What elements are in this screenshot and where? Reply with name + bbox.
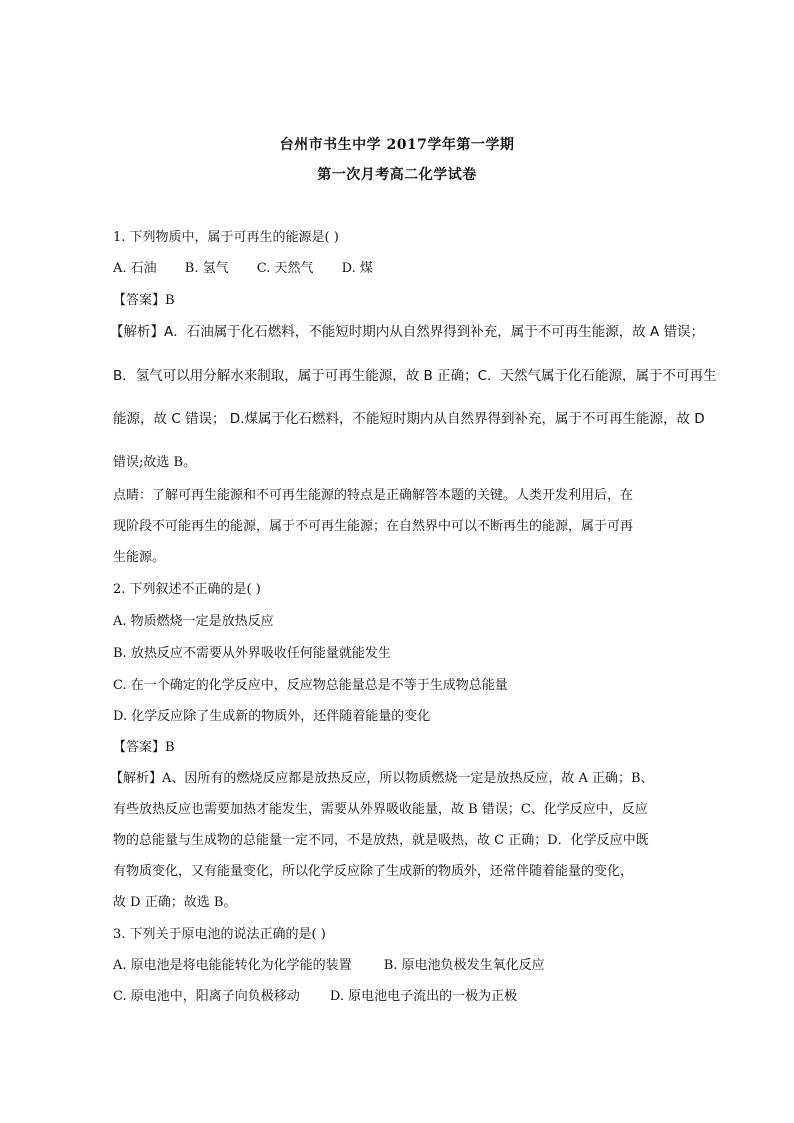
q3-options-row1 [113,957,545,975]
q1-comment-line1: 点睛：了解可再生能源和不可再生能源的特点是正确解答本题的关键。人类开发利用后，在 [113,488,634,503]
q2-analysis-line3: 物的总能量与生成物的总能量一定不同，不是放热，就是吸热，故 C 正确；D．化学反应中既 [113,833,649,848]
q1-stem: 1. 下列物质中，属于可再生的能源是( ) [113,230,339,245]
q2-analysis-line4: 有物质变化，又有能量变化，所以化学反应除了生成新的物质外，还常伴随着能量的变化， [113,864,634,879]
q2-option-b: B. 放热反应不需要从外界吸收任何能量就能发生 [113,646,391,661]
q1-analysis-line1: 【解析】A．石油属于化石燃料，不能短时期内从自然界得到补充，属于不可再生能源，故 A 错误； [110,324,705,340]
q1-option-a: A. 石油 [113,261,157,276]
q1-analysis-line4: 错误;故选 B。 [113,455,197,470]
q3-option-d: D. 原电池电子流出的一极为正极 [329,989,518,1004]
q1-options [113,260,373,278]
exam-title-line1: 台州市书生中学 2017学年第一学期 [279,137,515,153]
q2-answer: 【答案】B [113,740,175,755]
exam-title-line2: 第一次月考高二化学试卷 [317,167,477,183]
q2-option-c: C. 在一个确定的化学反应中，反应物总能量总是不等于生成物总能量 [113,678,508,693]
q1-comment-line3: 生能源。 [113,550,166,565]
q1-comment-line2: 现阶段不可能再生的能源，属于不可再生能源；在自然界中可以不断再生的能源，属于可再 [113,519,634,534]
q2-stem: 2. 下列叙述不正确的是( ) [113,582,261,597]
q2-analysis-line5: 故 D 正确；故选 B。 [113,895,237,910]
q1-option-d: D. 煤 [341,261,373,276]
q1-analysis-line2: B．氢气可以用分解水来制取，属于可再生能源，故 B 正确；C．天然气属于化石能源，属于不可再生 [113,368,717,384]
q3-option-a: A. 原电池是将电能能转化为化学能的装置 [113,958,352,973]
q2-analysis-line2: 有些放热反应也需要加热才能发生，需要从外界吸收能量，故 B 错误；C、化学反应中，反应 [113,802,648,817]
q1-option-b: B. 氢气 [184,261,229,276]
q3-option-c: C. 原电池中，阳离子向负极移动 [113,989,300,1004]
q3-option-b: B. 原电池负极发生氧化反应 [383,958,545,973]
q3-stem: 3. 下列关于原电池的说法正确的是( ) [113,927,326,942]
q1-answer: 【答案】B [113,293,175,308]
q3-options-row2 [113,988,517,1006]
q2-option-d: D. 化学反应除了生成新的物质外，还伴随着能量的变化 [113,709,431,724]
q1-analysis-line3: 能源，故 C 错误； D.煤属于化石燃料，不能短时期内从自然界得到补充，属于不可再生能源，故 D [113,411,705,427]
q2-option-a: A. 物质燃烧一定是放热反应 [113,614,274,629]
q2-analysis-line1: 【解析】A、因所有的燃烧反应都是放热反应，所以物质燃烧一定是放热反应，故 A 正确；B、 [110,771,654,786]
q1-option-c: C. 天然气 [256,261,314,276]
